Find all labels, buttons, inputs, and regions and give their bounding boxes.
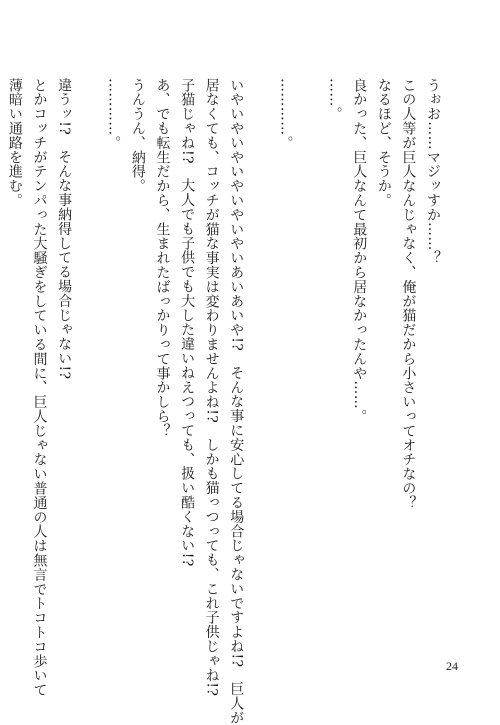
blank-line (297, 78, 322, 638)
text-line: とかコッチがテンパった大騒ぎをしている間に、巨人じゃない普通の人は無言でトコトコ歩いて (31, 78, 48, 698)
text-line: ……。 (326, 78, 343, 122)
text-line: うんうん、納得。 (129, 78, 146, 194)
text-line: うぉお……マジッすか……？ (425, 78, 441, 266)
text-line: いやいやいやいやいやいやいあいあいや!? そんな事に安心してる場合じゃないですよね!? 巨人が (228, 78, 245, 725)
text-line: 薄暗い通路を進む。 (6, 78, 23, 208)
text-line: …………。 (105, 78, 122, 150)
text-line: 子猫じゃね!? 大人でも子供でも大した違いねえつっても、扱い酷くない!? (179, 78, 196, 567)
text-line (0, 78, 2, 638)
vertical-text-body (0, 78, 445, 725)
text-line: …………。 (277, 78, 294, 150)
page-number: 24 (446, 659, 458, 673)
text-line: あ、でも転生だから、生まれたばっかりって事かしら？ (154, 78, 171, 438)
text-line: 違うッ!? そんな事納得してる場合じゃない!? (56, 78, 73, 380)
text-line: 良かった、巨人なんて最初から居なかったんや……。 (351, 78, 368, 424)
text-line: 居なくても、コッチが猫な事実は変わりませんよね!? しかも猫っつっても、これ子供じゃね!? (203, 78, 220, 697)
text-line: なるほど、そうか。 (375, 78, 392, 208)
blank-line (76, 78, 101, 638)
blank-line (248, 78, 273, 638)
text-line: この人等が巨人なんじゃなく、俺が猫だから小さいってオチなの？ (400, 78, 417, 510)
